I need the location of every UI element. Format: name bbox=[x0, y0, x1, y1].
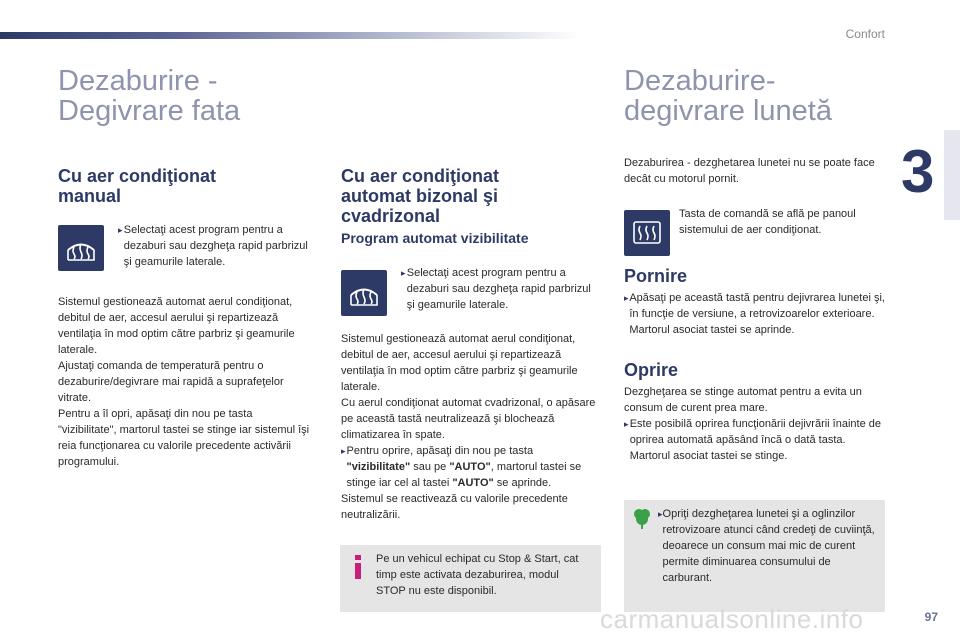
stop-heading: Oprire bbox=[624, 360, 679, 380]
watermark: carmanualsonline.info bbox=[600, 604, 864, 634]
manual-paragraph-3: Pentru a îl opri, apăsaţi din nou pe tasta "vizibilitate", martorul tastei se stinge iar sistemul îşi reia funcţionarea cu valorile precedente activării programului. bbox=[58, 408, 310, 468]
bullet-marker: ▸ bbox=[658, 509, 663, 519]
stop-bullet-text: Este posibilă oprirea funcţionării dejivrării înainte de oprirea automată apăsând încă o dată tasta. Martorul asociat tastei se stinge. bbox=[629, 418, 881, 462]
manual-bullet bbox=[118, 222, 310, 270]
rear-demist-title-line1: Dezaburire- bbox=[624, 65, 776, 97]
bullet-marker: ▸ bbox=[118, 225, 123, 235]
leaf-icon bbox=[630, 506, 654, 530]
chapter-tab bbox=[944, 130, 960, 220]
visibility-key-label: "vizibilitate" bbox=[346, 461, 411, 473]
auto-key-label: "AUTO" bbox=[449, 461, 491, 473]
manual-ac-heading-line1: Cu aer condiţionat bbox=[58, 166, 217, 186]
manual-paragraph-1: Sistemul gestionează automat aerul condiţionat, debitul de aer, accesul aerului şi repartizează ventilaţia în mod optim către parbriz şi geamurile laterale. bbox=[58, 296, 295, 356]
stop-start-note-text: Pe un vehicul echipat cu Stop & Start, cat timp este activata dezaburirea, modul STOP nu este disponibil. bbox=[376, 553, 579, 597]
auto-bullet-text: Selectaţi acest program pentru a dezaburi sau dezgheţa rapid parbrizul şi geamurile laterale. bbox=[406, 267, 591, 311]
auto-visibility-button bbox=[341, 270, 387, 316]
info-icon bbox=[352, 555, 364, 579]
section-label: Confort bbox=[845, 27, 885, 41]
start-bullet-text: Apăsaţi pe această tastă pentru dejivrarea lunetei şi, în funcţie de versiune, a retrovizoarelor exterioare. Martorul asociat tastei se aprinde. bbox=[629, 292, 885, 336]
auto-paragraph-3: Sistemul se reactivează cu valorile precedente neutralizării. bbox=[341, 493, 568, 521]
auto-bullet bbox=[401, 265, 593, 313]
chapter-number: 3 bbox=[901, 138, 935, 205]
bullet-marker: ▸ bbox=[624, 293, 629, 303]
front-demist-title-line1: Dezaburire - bbox=[58, 65, 218, 97]
eco-note-text: Opriţi dezgheţarea lunetei şi a oglinzilor retrovizoare atunci când credeţi de cuviinţă, deoarece un consum mai mic de curent permite diminuarea consumului de carburant. bbox=[662, 508, 875, 584]
auto-stop-post: , martorul tastei se stinge iar cel al tastei bbox=[346, 461, 582, 489]
rear-demist-title-line2: degivrare lunetă bbox=[624, 95, 832, 127]
front-demist-icon bbox=[348, 278, 380, 308]
auto-key-label-2: "AUTO" bbox=[452, 477, 494, 489]
header-bar bbox=[0, 32, 580, 39]
auto-description bbox=[341, 331, 597, 523]
rear-demist-key-text: Tasta de comandă se află pe panoul sistemului de aer condiţionat. bbox=[679, 208, 856, 236]
auto-paragraph-2: Cu aerul condiţionat automat cvadrizonal, o apăsare pe această tastă neutralizează şi blochează climatizarea în spate. bbox=[341, 397, 596, 441]
rear-demist-title bbox=[624, 66, 832, 126]
stop-paragraph: Dezgheţarea se stinge automat pentru a evita un consum de curent prea mare. bbox=[624, 386, 862, 414]
manual-ac-heading bbox=[58, 166, 216, 206]
bullet-marker: ▸ bbox=[624, 419, 629, 429]
front-demist-title-line2: Degivrare fata bbox=[58, 95, 241, 127]
auto-stop-pre: Pentru oprire, apăsaţi din nou pe tasta bbox=[346, 445, 534, 457]
page-number: 97 bbox=[924, 610, 938, 624]
rear-demist-intro: Dezaburirea - dezghetarea lunetei nu se poate face decât cu motorul pornit. bbox=[624, 157, 875, 185]
start-bullet bbox=[624, 290, 886, 338]
auto-stop-text bbox=[347, 443, 597, 491]
manual-ac-heading-line2: manual bbox=[58, 186, 122, 206]
auto-stop-mid: sau pe bbox=[413, 461, 447, 473]
stop-start-note bbox=[340, 545, 601, 612]
auto-ac-heading bbox=[341, 166, 499, 226]
manual-paragraph-2: Ajustaţi comanda de temperatură pentru o dezaburire/degivrare mai rapidă a suprafeţelor vitrate. bbox=[58, 360, 284, 404]
start-heading: Pornire bbox=[624, 266, 688, 286]
auto-ac-heading-line2: automat bizonal şi bbox=[341, 186, 499, 206]
auto-stop-bullet bbox=[341, 443, 597, 491]
front-demist-icon bbox=[65, 233, 97, 263]
bullet-marker: ▸ bbox=[401, 268, 406, 278]
stop-section bbox=[624, 384, 886, 464]
auto-visibility-subheading: Program automat vizibilitate bbox=[341, 230, 529, 246]
manual-bullet-text: Selectaţi acest program pentru a dezaburi sau dezgheţa rapid parbrizul şi geamurile laterale. bbox=[123, 224, 308, 268]
eco-note bbox=[624, 500, 885, 612]
auto-ac-heading-line3: cvadrizonal bbox=[341, 206, 441, 226]
rear-demist-button bbox=[624, 210, 670, 256]
bullet-marker: ▸ bbox=[341, 446, 346, 456]
front-demist-title bbox=[58, 66, 240, 126]
rear-demist-icon bbox=[631, 219, 663, 247]
front-demist-button bbox=[58, 225, 104, 271]
auto-paragraph-1: Sistemul gestionează automat aerul condiţionat, debitul de aer, accesul aerului şi repartizează ventilaţia în mod optim către parbriz şi geamurile laterale. bbox=[341, 333, 578, 393]
eco-note-bullet bbox=[658, 506, 880, 586]
manual-description bbox=[58, 294, 314, 470]
auto-stop-end: se aprinde. bbox=[496, 477, 552, 489]
auto-ac-heading-line1: Cu aer condiţionat bbox=[341, 166, 500, 186]
